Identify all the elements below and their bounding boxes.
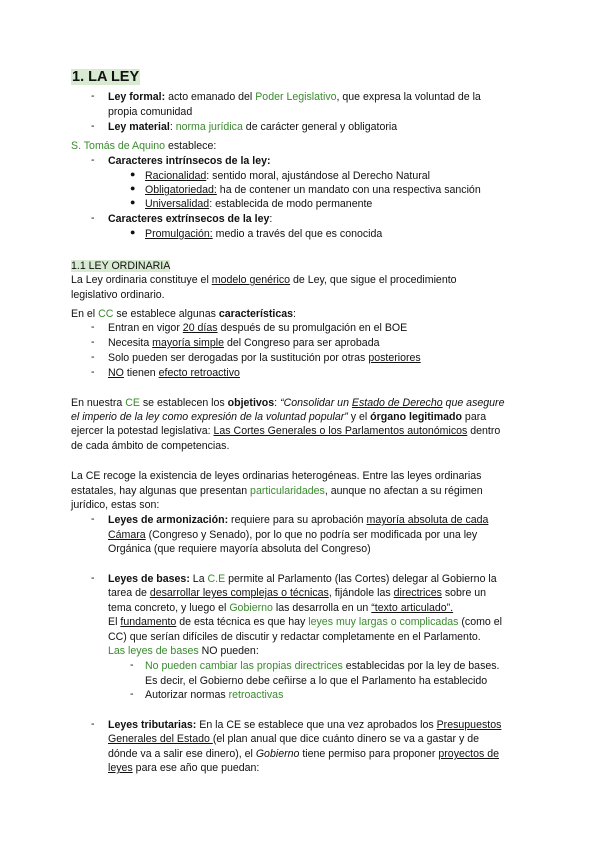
bullet-dot: ● — [130, 183, 136, 193]
objetivos-line4: de cada ámbito de competencias. — [71, 440, 230, 452]
section-heading: 1. LA LEY — [72, 69, 140, 85]
dash-bullet: - — [91, 154, 95, 166]
extrinseco-item: Promulgación: medio a través del que es conocida — [145, 228, 383, 240]
armonizacion-line3: Orgánica (que requiere mayoría absoluta del Congreso) — [108, 543, 371, 555]
heterogeneas-line2: estatales, hay algunas que presentan particularidades, aunque no afectan a su régimen — [71, 485, 483, 497]
caracteristica-item: Entran en vigor 20 días después de su promulgación en el BOE — [108, 322, 408, 334]
bullet-dot: ● — [130, 197, 136, 207]
intrinseco-item: Universalidad: establecida de modo permanente — [145, 198, 373, 210]
objetivos-line2: el imperio de la ley como expresión de la voluntad popular” y el órgano legitimado para — [71, 411, 487, 423]
bases-line2: tarea de desarrollar leyes complejas o técnicas, fijándole las directrices sobre un — [108, 587, 487, 599]
caracteristica-item: Solo pueden ser derogadas por la sustitución por otras posteriores — [108, 352, 421, 364]
extrinsecos-label: Caracteres extrínsecos de la ley: — [108, 213, 273, 225]
armonizacion-line1: Leyes de armonización: requiere para su aprobación mayoría absoluta de cada — [108, 514, 489, 526]
bases-line5: CC) que serían difíciles de discutir y redactar completamente en el Parlamento. — [108, 631, 481, 643]
dash-bullet: - — [91, 572, 95, 584]
dash-bullet: - — [91, 336, 95, 348]
objetivos-line3: ejercer la potestad legislativa: Las Cortes Generales o los Parlamentos autonómicos dentro — [71, 425, 501, 437]
dash-bullet: - — [130, 688, 134, 700]
dash-bullet: - — [91, 718, 95, 730]
tributarias-line4: leyes para ese año que puedan: — [108, 762, 260, 774]
tributarias-line3: dónde va a salir ese dinero), el Gobierno tiene permiso para proponer proyectos de — [108, 748, 500, 760]
heterogeneas-line1: La CE recoge la existencia de leyes ordinarias heterogéneas. Entre las leyes ordinarias — [71, 470, 482, 482]
intrinseco-item: Racionalidad: sentido moral, ajustándose al Derecho Natural — [145, 170, 431, 182]
dash-bullet: - — [91, 366, 95, 378]
dash-bullet: - — [91, 212, 95, 224]
bases-line1: Leyes de bases: La C.E permite al Parlamento (las Cortes) delegar al Gobierno la — [108, 573, 497, 585]
subsection-heading: 1.1 LEY ORDINARIA — [71, 260, 171, 272]
bases-line3: tema concreto, y luego el Gobierno las desarrolla en un “texto articulado”. — [108, 602, 454, 614]
armonizacion-line2: Cámara (Congreso y Senado), por lo que no podría ser modificada por una ley — [108, 529, 478, 541]
caracteristica-item: NO tienen efecto retroactivo — [108, 367, 240, 379]
ley-material-item: Ley material: norma jurídica de carácter general y obligatoria — [108, 121, 398, 133]
tributarias-line1: Leyes tributarias: En la CE se establece que una vez aprobados los Presupuestos — [108, 719, 502, 731]
heterogeneas-line3: jurídico, estas son: — [71, 499, 160, 511]
dash-bullet: - — [91, 90, 95, 102]
caracteristica-item: Necesita mayoría simple del Congreso para ser aprobada — [108, 337, 380, 349]
cc-intro: En el CC se establece algunas características: — [71, 308, 296, 320]
ley-formal-line2: propia comunidad — [108, 106, 193, 118]
bases-line4: El fundamento de esta técnica es que hay leyes muy largas o complicadas (como el — [108, 616, 502, 628]
tomas-paragraph: S. Tomás de Aquino establece: — [71, 140, 217, 152]
bullet-dot: ● — [130, 169, 136, 179]
ordinaria-line2: legislativo ordinario. — [71, 289, 165, 301]
bases-sub-item: No pueden cambiar las propias directrices establecidas por la ley de bases. — [145, 660, 500, 672]
intrinsecos-label: Caracteres intrínsecos de la ley: — [108, 155, 271, 167]
dash-bullet: - — [91, 120, 95, 132]
tributarias-line2: Generales del Estado (el plan anual que dice cuánto dinero se va a gastar y de — [108, 733, 480, 745]
bullet-dot: ● — [130, 227, 136, 237]
intrinseco-item: Obligatoriedad: ha de contener un mandato con una respectiva sanción — [145, 184, 481, 196]
dash-bullet: - — [91, 351, 95, 363]
bases-sub-item-line2: Es decir, el Gobierno debe ceñirse a lo que el Parlamento ha establecido — [145, 675, 488, 687]
dash-bullet: - — [91, 513, 95, 525]
objetivos-line1: En nuestra CE se establecen los objetivos: “Consolidar un Estado de Derecho que asegure — [71, 397, 505, 409]
bases-sub-item: Autorizar normas retroactivas — [145, 689, 284, 701]
dash-bullet: - — [91, 321, 95, 333]
ley-formal-item: Ley formal: acto emanado del Poder Legislativo, que expresa la voluntad de la — [108, 91, 481, 103]
bases-line6: Las leyes de bases NO pueden: — [108, 645, 259, 657]
ordinaria-paragraph: La Ley ordinaria constituye el modelo genérico de Ley, que sigue el procedimiento — [71, 274, 457, 286]
dash-bullet: - — [130, 659, 134, 671]
